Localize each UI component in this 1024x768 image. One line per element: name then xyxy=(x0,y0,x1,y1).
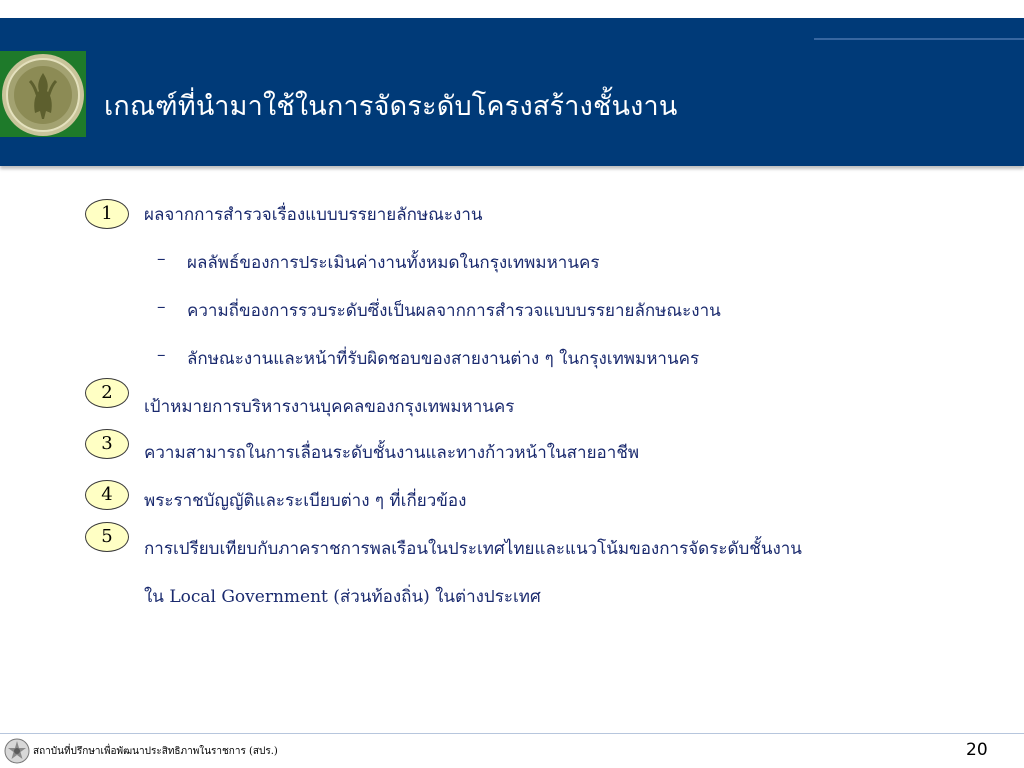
subitem-dash: – xyxy=(157,297,166,317)
criterion-number-badge: 4 xyxy=(85,480,129,510)
criterion-text: เป้าหมายการบริหารงานบุคคลของกรุงเทพมหานคร xyxy=(144,397,515,417)
criterion-number-badge: 1 xyxy=(85,199,129,229)
criterion-number-badge: 3 xyxy=(85,429,129,459)
criterion-number-badge: 5 xyxy=(85,522,129,552)
subitem-text: ผลลัพธ์ของการประเมินค่างานทั้งหมดในกรุงเทพมหานคร xyxy=(187,253,600,273)
subitem-text: ลักษณะงานและหน้าที่รับผิดชอบของสายงานต่าง ๆ ในกรุงเทพมหานคร xyxy=(187,349,700,369)
criterion-text: ผลจากการสำรวจเรื่องแบบบรรยายลักษณะงาน xyxy=(144,205,483,225)
subitem-dash: – xyxy=(157,249,166,269)
slide-title: เกณฑ์ที่นำมาใช้ในการจัดระดับโครงสร้างชั้นงาน xyxy=(104,91,678,122)
criterion-text: ความสามารถในการเลื่อนระดับชั้นงานและทางก้าวหน้าในสายอาชีพ xyxy=(144,443,640,463)
criterion-text-continuation: ใน Local Government (ส่วนท้องถิ่น) ในต่างประเทศ xyxy=(144,587,541,607)
criterion-number-badge: 2 xyxy=(85,378,129,408)
subitem-dash: – xyxy=(157,345,166,365)
institute-emblem-icon xyxy=(3,737,31,765)
subitem-text: ความถี่ของการรวบระดับซึ่งเป็นผลจากการสำรวจแบบบรรยายลักษณะงาน xyxy=(187,301,721,321)
footer-divider xyxy=(0,733,1024,734)
criterion-text: พระราชบัญญัติและระเบียบต่าง ๆ ที่เกี่ยวข้อง xyxy=(144,491,467,511)
page-number: 20 xyxy=(966,740,988,760)
footer-organization: สถาบันที่ปรึกษาเพื่อพัฒนาประสิทธิภาพในราชการ (สปร.) xyxy=(33,746,278,757)
criterion-text: การเปรียบเทียบกับภาคราชการพลเรือนในประเทศไทยและแนวโน้มของการจัดระดับชั้นงาน xyxy=(144,539,802,559)
